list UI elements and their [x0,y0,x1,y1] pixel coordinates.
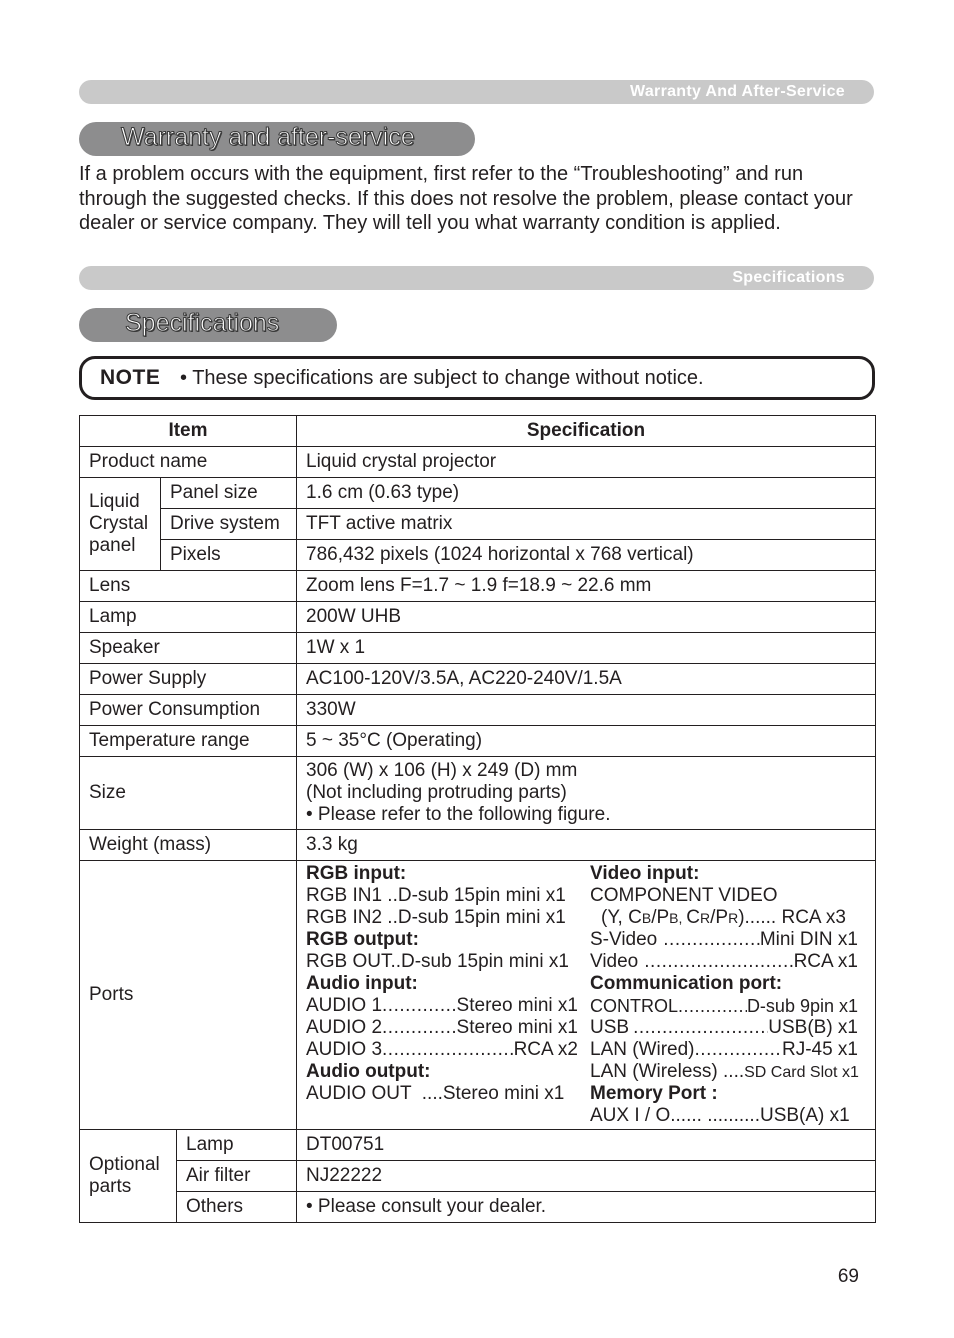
header-item: Item [80,416,297,447]
dot-leader [382,1039,514,1061]
header-specification: Specification [297,416,876,447]
row-label: Size [80,757,297,830]
row-label: Pixels [161,540,297,571]
port-name: Video [590,951,639,972]
port-value: Stereo mini x1 [456,1017,578,1038]
table-row [80,1130,876,1161]
warranty-line: dealer or service company. They will tell you what warranty condition is applied. [79,212,781,234]
port-name: AUDIO 1 [306,995,383,1016]
table-row [80,1192,876,1223]
ycbcr-text: /P [710,907,729,928]
dot-leader [382,1017,457,1039]
row-value: TFT active matrix [297,509,876,540]
warranty-line: through the suggested checks. If this does not resolve the problem, please contact your [79,187,853,210]
dot-leader [382,995,457,1017]
row-value: Zoom lens F=1.7 ~ 1.9 f=18.9 ~ 22.6 mm [297,571,876,602]
port-line [590,1061,858,1083]
specifications-table [79,415,876,1223]
row-value: NJ22222 [297,1161,876,1192]
table-row [80,861,876,1130]
port-heading: Audio output: [306,1061,431,1082]
ycbcr-text: (Y, C [601,907,642,928]
row-label: Power Supply [80,664,297,695]
port-heading: Communication port: [590,973,783,994]
section-band-warranty [79,80,874,104]
row-label: Ports [80,861,297,1130]
port-value: USB(B) x1 [768,1017,858,1038]
port-line-ycbcr [590,907,858,929]
table-header-row [80,416,876,447]
group-label-optional: Optional parts [80,1130,177,1223]
ports-value [297,861,876,1130]
band-label-specifications: Specifications [732,269,845,286]
row-label: Weight (mass) [80,830,297,861]
port-heading: Video input: [590,863,700,884]
table-row [80,509,876,540]
port-name: LAN (Wireless) .... [590,1061,745,1082]
ycbcr-sub: B, [669,910,687,926]
port-line [590,1017,858,1039]
row-label: Lamp [177,1130,297,1161]
size-line: • Please refer to the following figure. [306,804,611,825]
port-line [306,1039,578,1061]
section-band-specifications [79,266,874,290]
row-value: AC100-120V/3.5A, AC220-240V/1.5A [297,664,876,695]
row-value: Liquid crystal projector [297,447,876,478]
port-value: Stereo mini x1 [456,995,578,1016]
row-label: Speaker [80,633,297,664]
port-value: SD Card Slot x1 [744,1064,859,1081]
table-row [80,726,876,757]
port-value: RCA x2 [513,1039,578,1060]
row-label: Temperature range [80,726,297,757]
dot-leader [695,1039,782,1061]
port-line: RGB IN2 ..D-sub 15pin mini x1 [306,907,566,928]
table-row [80,602,876,633]
group-label-panel: Liquid Crystal panel [80,478,161,571]
port-heading: Memory Port : [590,1083,718,1104]
row-value: 5 ~ 35°C (Operating) [297,726,876,757]
port-line: RGB OUT..D-sub 15pin mini x1 [306,951,569,972]
band-label-warranty: Warranty And After-Service [630,83,845,100]
table-row [80,447,876,478]
note-label: NOTE [100,366,161,389]
row-label: Power Consumption [80,695,297,726]
table-row [80,571,876,602]
warranty-title: Warranty and after-service [121,123,415,151]
size-line: (Not including protruding parts) [306,782,567,803]
row-label: Panel size [161,478,297,509]
warranty-paragraph [79,162,879,236]
row-value: 1W x 1 [297,633,876,664]
ycbcr-text: /P [651,907,670,928]
row-value: 200W UHB [297,602,876,633]
table-row [80,757,876,830]
dot-leader [633,1017,768,1039]
port-line [306,995,578,1017]
table-row [80,664,876,695]
port-name: S-Video [590,929,658,950]
port-name: LAN (Wired) [590,1039,695,1060]
table-row [80,478,876,509]
port-value: RCA x1 [793,951,858,972]
port-line: RGB IN1 ..D-sub 15pin mini x1 [306,885,566,906]
row-value: DT00751 [297,1130,876,1161]
ports-left-column [306,863,578,1105]
row-value: 1.6 cm (0.63 type) [297,478,876,509]
port-name: AUDIO 2 [306,1017,383,1038]
note-box [79,356,875,400]
table-row [80,695,876,726]
size-line: 306 (W) x 106 (H) x 249 (D) mm [306,760,578,781]
port-heading: RGB output: [306,929,419,950]
ycbcr-text: C [686,907,700,928]
row-label: Lamp [80,602,297,633]
row-label: Product name [80,447,297,478]
specifications-heading-pill [79,308,337,342]
port-value: Mini DIN x1 [759,929,858,950]
row-label: Lens [80,571,297,602]
port-value: D-sub 9pin x1 [746,996,858,1016]
size-value [297,757,876,830]
dot-leader [678,995,747,1017]
dot-leader [663,929,760,951]
port-line: COMPONENT VIDEO [590,885,778,906]
port-line [590,929,858,951]
ycbcr-sub: R [728,910,739,926]
port-name: USB [590,1017,630,1038]
port-line: AUDIO OUT ....Stereo mini x1 [306,1083,565,1104]
dot-leader [644,951,793,973]
page-number: 69 [837,1266,859,1287]
specifications-title: Specifications [125,309,280,337]
ycbcr-text: )...... RCA x3 [738,907,846,928]
ports-right-column [590,863,858,1127]
port-name: CONTROL [590,996,679,1016]
table-row [80,540,876,571]
table-row [80,1161,876,1192]
port-line [590,951,858,973]
note-text: • These specifications are subject to change without notice. [180,367,704,389]
ycbcr-sub: R [700,910,711,926]
row-label: Others [177,1192,297,1223]
warranty-heading-pill [79,122,475,156]
port-line [590,1039,858,1061]
port-line [590,995,858,1017]
row-label: Air filter [177,1161,297,1192]
row-value: • Please consult your dealer. [297,1192,876,1223]
row-value: 786,432 pixels (1024 horizontal x 768 vertical) [297,540,876,571]
warranty-line: If a problem occurs with the equipment, first refer to the “Troubleshooting” and run [79,163,804,185]
port-heading: Audio input: [306,973,418,994]
row-value: 3.3 kg [297,830,876,861]
table-row [80,633,876,664]
port-value: RJ-45 x1 [781,1039,858,1060]
port-name: AUDIO 3 [306,1039,383,1060]
ycbcr-sub: B [641,910,652,926]
port-line: AUX I / O...... ..........USB(A) x1 [590,1105,850,1126]
row-value: 330W [297,695,876,726]
table-row [80,830,876,861]
port-line [306,1017,578,1039]
row-label: Drive system [161,509,297,540]
port-heading: RGB input: [306,863,407,884]
